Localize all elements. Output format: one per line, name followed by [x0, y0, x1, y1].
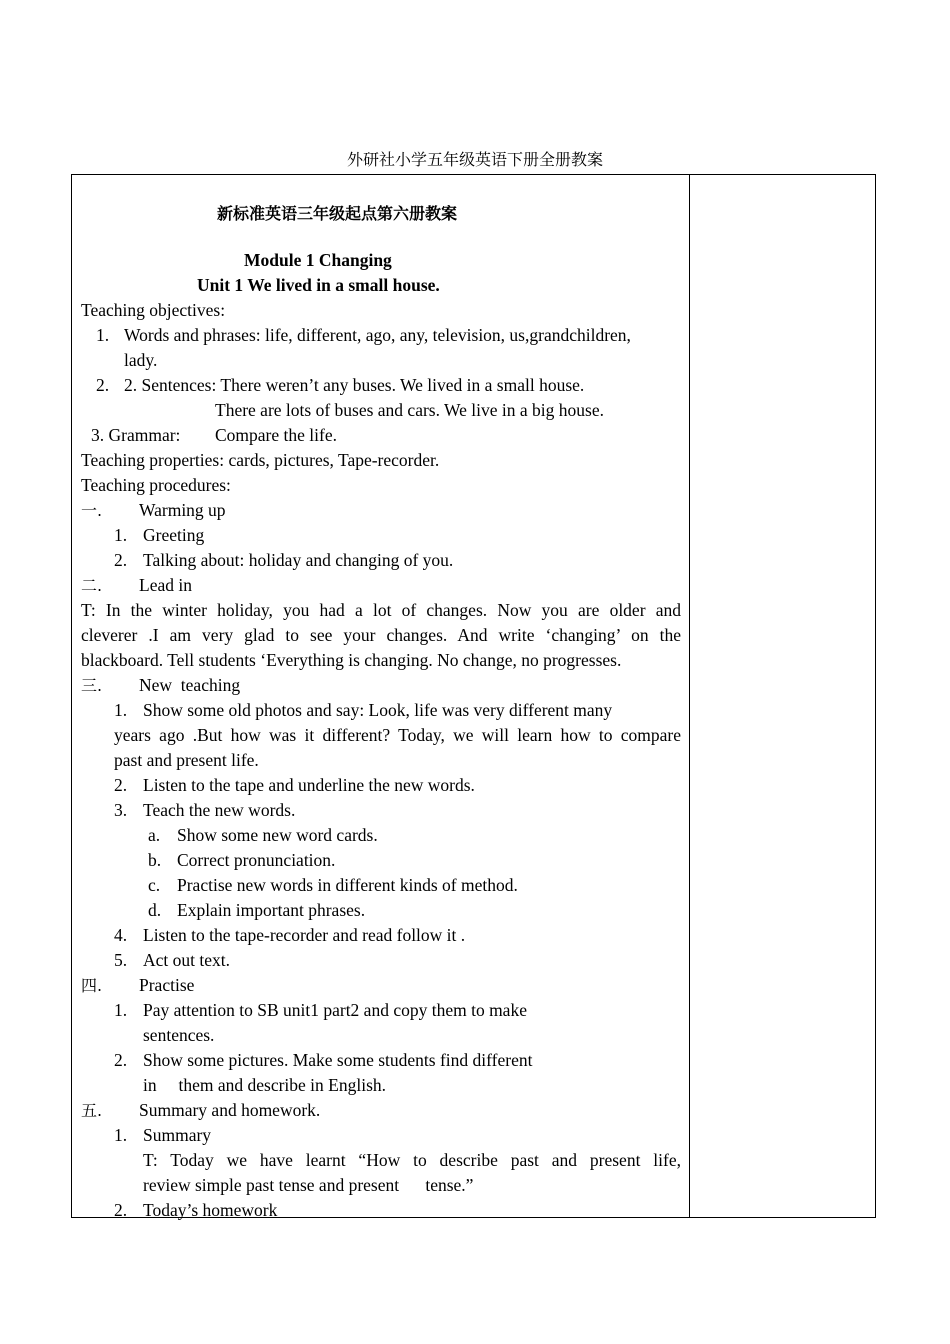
teaching-properties: Teaching properties: cards, pictures, Tape-recorder. [81, 450, 440, 470]
section-1-item-1-number: 1. [114, 525, 128, 545]
section-2-title: Lead in [139, 575, 192, 595]
section-2-number: 二. [81, 576, 103, 595]
section-5-item-1-number: 1. [114, 1125, 128, 1145]
section-1-item-2-number: 2. [114, 550, 128, 570]
section-5-item-2: Today’s homework [143, 1200, 278, 1220]
section-5-item-2-number: 2. [114, 1200, 128, 1220]
section-3-item-1-number: 1. [114, 700, 128, 720]
objective-2-number: 2. [96, 375, 110, 395]
objective-3-text: Compare the life. [215, 425, 337, 445]
objective-2-line-2: There are lots of buses and cars. We live in a big house. [215, 400, 604, 420]
sub-item-b: Correct pronunciation. [177, 850, 336, 870]
sub-item-a: Show some new word cards. [177, 825, 378, 845]
module-heading: Module 1 Changing [244, 250, 392, 270]
section-3-item-5-number: 5. [114, 950, 128, 970]
section-4-item-1-line-1: Pay attention to SB unit1 part2 and copy them to make [143, 1000, 527, 1020]
sub-item-c-letter: c. [148, 875, 161, 895]
section-3-number: 三. [81, 676, 103, 695]
summary-paragraph-line-2: review simple past tense and present tense.” [143, 1175, 474, 1195]
lesson-plan-table [71, 174, 876, 1218]
lead-in-paragraph-line-1: T: In the winter holiday, you had a lot of changes. Now you are older and [81, 600, 681, 620]
section-1-title: Warming up [139, 500, 226, 520]
objectives-heading: Teaching objectives: [81, 300, 226, 320]
section-1-number: 一. [81, 501, 103, 520]
section-3-item-5: Act out text. [143, 950, 230, 970]
section-4-item-2-line-1: Show some pictures. Make some students find different [143, 1050, 533, 1070]
section-3-item-4: Listen to the tape-recorder and read follow it . [143, 925, 466, 945]
section-4-item-1-line-2: sentences. [143, 1025, 215, 1045]
objective-3-label: 3. Grammar: [91, 425, 181, 445]
sub-item-a-letter: a. [148, 825, 161, 845]
notes-cell [690, 175, 875, 1217]
section-3-title: New teaching [139, 675, 241, 695]
doc-title: 新标准英语三年级起点第六册教案 [217, 204, 458, 223]
section-3-item-2: Listen to the tape and underline the new words. [143, 775, 475, 795]
section-5-number: 五. [81, 1101, 103, 1120]
procedures-heading: Teaching procedures: [81, 475, 231, 495]
section-3-item-1-line-1: Show some old photos and say: Look, life was very different many [143, 700, 613, 720]
lesson-content-cell [72, 175, 689, 1220]
sub-item-c: Practise new words in different kinds of method. [177, 875, 518, 895]
unit-heading: Unit 1 We lived in a small house. [197, 275, 440, 295]
section-5-item-1: Summary [143, 1125, 212, 1145]
sub-item-b-letter: b. [148, 850, 162, 870]
section-4-title: Practise [139, 975, 195, 995]
lead-in-paragraph-line-2: cleverer .I am very glad to see your changes. And write ‘changing’ on the [81, 625, 681, 645]
page-header: 外研社小学五年级英语下册全册教案 [346, 152, 603, 169]
section-3-item-4-number: 4. [114, 925, 128, 945]
section-4-item-2-number: 2. [114, 1050, 128, 1070]
section-4-item-1-number: 1. [114, 1000, 128, 1020]
lead-in-paragraph-line-3: blackboard. Tell students ‘Everything is changing. No change, no progresses. [81, 650, 622, 670]
section-3-item-2-number: 2. [114, 775, 128, 795]
summary-paragraph-line-1: T: Today we have learnt “How to describe past and present life, [143, 1150, 681, 1170]
sub-item-d: Explain important phrases. [177, 900, 366, 920]
section-3-item-1-line-3: past and present life. [114, 750, 259, 770]
section-4-number: 四. [81, 976, 103, 995]
section-4-item-2-line-2: in them and describe in English. [143, 1075, 387, 1095]
section-3-item-3: Teach the new words. [143, 800, 296, 820]
objective-1-line-2: lady. [124, 350, 158, 370]
objective-1-line-1: Words and phrases: life, different, ago, any, television, us,grandchildren, [124, 325, 631, 345]
objective-1-number: 1. [96, 325, 110, 345]
objective-2-line-1: 2. Sentences: There weren’t any buses. We lived in a small house. [124, 375, 585, 395]
section-1-item-2: Talking about: holiday and changing of you. [143, 550, 454, 570]
section-1-item-1: Greeting [143, 525, 205, 545]
section-5-title: Summary and homework. [139, 1100, 321, 1120]
section-3-item-3-number: 3. [114, 800, 128, 820]
sub-item-d-letter: d. [148, 900, 162, 920]
section-3-item-1-line-2: years ago .But how was it different? Today, we will learn how to compare [114, 725, 681, 745]
